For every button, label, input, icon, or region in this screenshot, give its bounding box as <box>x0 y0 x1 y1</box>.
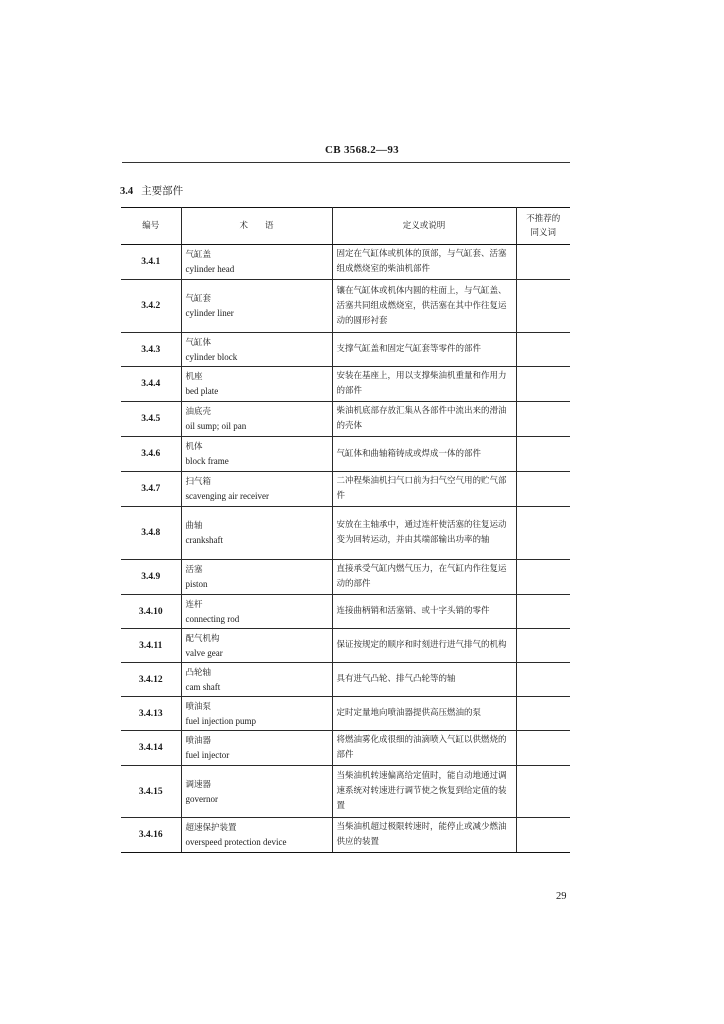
term-cell <box>181 560 332 595</box>
term-number: 3.4.1 <box>121 245 181 280</box>
term-number: 3.4.8 <box>121 507 181 560</box>
term-cell <box>181 507 332 560</box>
term-number: 3.4.4 <box>121 367 181 402</box>
term-chinese: 活塞 <box>185 565 203 575</box>
table-row <box>121 402 570 437</box>
table-row <box>121 437 570 472</box>
term-english: cylinder head <box>185 264 235 274</box>
table-row <box>121 560 570 595</box>
term-chinese: 油底壳 <box>185 407 212 417</box>
term-english: connecting rod <box>185 613 240 624</box>
term-chinese: 调速器 <box>185 779 212 790</box>
term-definition: 当柴油机转速偏离给定值时，能自动地通过调速系统对转速进行调节使之恢复到给定值的装置 <box>332 766 516 818</box>
header-rule <box>122 162 570 163</box>
term-chinese: 曲轴 <box>185 521 203 531</box>
term-chinese: 气缸体 <box>185 337 212 348</box>
term-chinese: 配气机构 <box>185 633 220 644</box>
term-synonym <box>516 472 570 507</box>
term-number: 3.4.5 <box>121 402 181 437</box>
term-definition: 柴油机底部存放汇集从各部件中流出来的滑油的壳体 <box>332 402 516 437</box>
term-synonym <box>516 367 570 402</box>
term-synonym <box>516 731 570 766</box>
term-chinese: 凸轮轴 <box>185 667 212 678</box>
term-english: crankshaft <box>185 535 223 545</box>
term-english: governor <box>185 793 218 804</box>
table-row <box>121 818 570 853</box>
term-synonym <box>516 245 570 280</box>
term-english: cylinder block <box>185 351 238 362</box>
table-row <box>121 629 570 663</box>
term-number: 3.4.16 <box>121 818 181 853</box>
term-definition: 连接曲柄销和活塞销、或十字头销的零件 <box>332 595 516 629</box>
term-definition: 安放在主轴承中，通过连杆使活塞的往复运动变为回转运动，并由其端部输出功率的轴 <box>332 507 516 560</box>
table-row <box>121 245 570 280</box>
term-chinese: 气缸套 <box>185 294 212 304</box>
term-definition: 当柴油机超过极限转速时，能停止或减少燃油供应的装置 <box>332 818 516 853</box>
term-english: cylinder liner <box>185 308 234 318</box>
term-definition: 直接承受气缸内燃气压力，在气缸内作往复运动的部件 <box>332 560 516 595</box>
term-number: 3.4.10 <box>121 595 181 629</box>
term-number: 3.4.12 <box>121 663 181 697</box>
table-row <box>121 663 570 697</box>
column-header-synonym-line1: 不推荐的 <box>526 214 561 224</box>
term-number: 3.4.3 <box>121 333 181 367</box>
table-row <box>121 595 570 629</box>
term-number: 3.4.7 <box>121 472 181 507</box>
page-number: 29 <box>556 891 567 902</box>
term-english: fuel injection pump <box>185 715 256 726</box>
term-english: bed plate <box>185 386 219 396</box>
term-chinese: 机体 <box>185 442 203 452</box>
table-row <box>121 731 570 766</box>
term-english: oil sump; oil pan <box>185 421 247 431</box>
term-cell <box>181 367 332 402</box>
column-header-term: 术 语 <box>181 208 332 245</box>
term-number: 3.4.2 <box>121 280 181 333</box>
column-header-synonym <box>516 208 570 245</box>
term-definition: 镶在气缸体或机体内圆的柱面上，与气缸盖、活塞共同组成燃烧室，供活塞在其中作往复运动的圆形衬套 <box>332 280 516 333</box>
term-synonym <box>516 333 570 367</box>
term-definition: 具有进气凸轮、排气凸轮等的轴 <box>332 663 516 697</box>
term-cell <box>181 629 332 663</box>
term-cell <box>181 402 332 437</box>
column-header-number: 编号 <box>121 208 181 245</box>
table-row <box>121 472 570 507</box>
term-english: valve gear <box>185 647 223 658</box>
term-chinese: 连杆 <box>185 599 203 610</box>
term-english: block frame <box>185 456 229 466</box>
term-cell <box>181 697 332 731</box>
document-code: CB 3568.2—93 <box>325 144 399 156</box>
term-cell <box>181 818 332 853</box>
term-chinese: 气缸盖 <box>185 250 212 260</box>
table-header-row <box>121 208 570 245</box>
term-english: cam shaft <box>185 681 221 692</box>
term-definition: 支撑气缸盖和固定气缸套等零件的部件 <box>332 333 516 367</box>
term-cell <box>181 280 332 333</box>
term-synonym <box>516 437 570 472</box>
term-cell <box>181 663 332 697</box>
term-cell <box>181 333 332 367</box>
term-english: fuel injector <box>185 750 230 760</box>
term-definition: 定时定量地向喷油器提供高压燃油的泵 <box>332 697 516 731</box>
term-synonym <box>516 560 570 595</box>
term-chinese: 喷油泵 <box>185 701 212 712</box>
section-number: 3.4 <box>120 186 134 197</box>
table-row <box>121 766 570 818</box>
term-cell <box>181 595 332 629</box>
term-synonym <box>516 595 570 629</box>
term-definition: 保证按规定的顺序和时刻进行进气排气的机构 <box>332 629 516 663</box>
term-cell <box>181 766 332 818</box>
term-english: overspeed protection device <box>185 837 287 847</box>
term-number: 3.4.14 <box>121 731 181 766</box>
term-english: scavenging air receiver <box>185 491 269 501</box>
term-chinese: 超速保护装置 <box>185 823 237 833</box>
term-number: 3.4.13 <box>121 697 181 731</box>
term-number: 3.4.6 <box>121 437 181 472</box>
table-row <box>121 367 570 402</box>
term-synonym <box>516 280 570 333</box>
term-synonym <box>516 402 570 437</box>
term-definition: 固定在气缸体或机体的顶部，与气缸套、活塞组成燃烧室的柴油机部件 <box>332 245 516 280</box>
term-chinese: 喷油器 <box>185 736 212 746</box>
term-synonym <box>516 697 570 731</box>
term-definition: 二冲程柴油机扫气口前为扫气空气用的贮气部件 <box>332 472 516 507</box>
term-cell <box>181 472 332 507</box>
term-definition: 将燃油雾化成很细的油滴喷入气缸以供燃烧的部件 <box>332 731 516 766</box>
column-header-synonym-line2: 同义词 <box>530 228 556 238</box>
term-english: piston <box>185 579 208 589</box>
terms-table <box>121 207 570 853</box>
term-number: 3.4.9 <box>121 560 181 595</box>
term-synonym <box>516 818 570 853</box>
term-cell <box>181 245 332 280</box>
term-definition: 气缸体和曲轴箱铸成或焊成一体的部件 <box>332 437 516 472</box>
term-cell <box>181 731 332 766</box>
column-header-definition: 定义或说明 <box>332 208 516 245</box>
section-title: 主要部件 <box>141 185 184 197</box>
term-cell <box>181 437 332 472</box>
term-definition: 安装在基座上，用以支撑柴油机重量和作用力的部件 <box>332 367 516 402</box>
term-synonym <box>516 507 570 560</box>
term-number: 3.4.11 <box>121 629 181 663</box>
term-synonym <box>516 663 570 697</box>
table-row <box>121 333 570 367</box>
term-number: 3.4.15 <box>121 766 181 818</box>
table-row <box>121 697 570 731</box>
section-heading <box>120 183 183 198</box>
term-synonym <box>516 766 570 818</box>
table-row <box>121 507 570 560</box>
term-chinese: 扫气箱 <box>185 477 212 487</box>
term-chinese: 机座 <box>185 372 203 382</box>
table-row <box>121 280 570 333</box>
term-synonym <box>516 629 570 663</box>
